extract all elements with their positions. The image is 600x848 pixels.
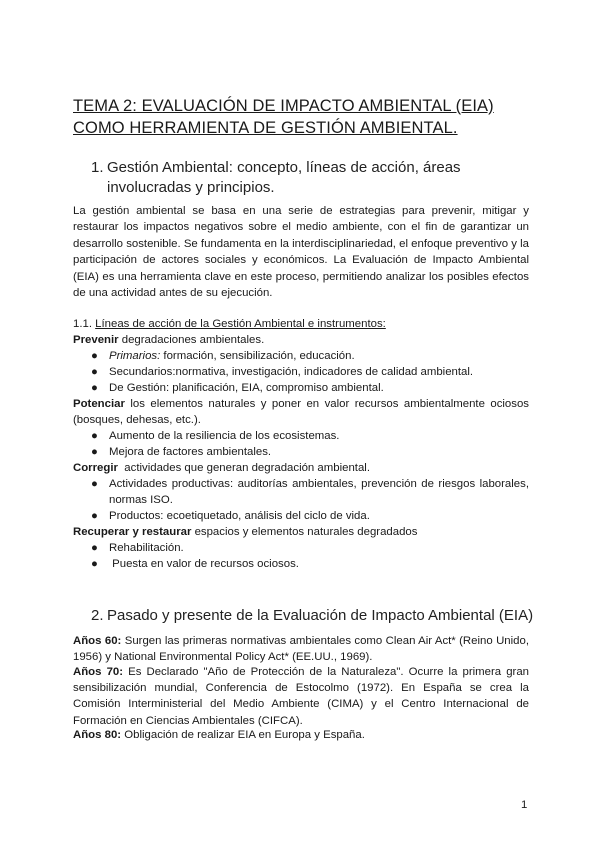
potenciar-keyword: Potenciar [73,398,125,410]
recuperar-line [73,524,529,540]
section-1-number: 1. [91,159,104,176]
bullet-icon: ● [91,558,98,570]
item-label: Primarios: [109,350,161,362]
item-text: De Gestión: planificación, EIA, compromiso ambiental. [109,382,384,394]
bullet-icon: ● [91,510,98,522]
section-2-entry [73,633,529,665]
bullet-icon: ● [91,542,98,554]
entry-label: Años 80: [73,729,122,741]
item-text: Secundarios:normativa, investigación, indicadores de calidad ambiental. [109,366,474,378]
item-text: Mejora de factores ambientales. [109,446,272,458]
item-text: Actividades productivas: auditorías ambientales, prevención de riesgos laborales, normas ISO. [109,478,529,506]
potenciar-paragraph [73,396,529,428]
entry-text: Obligación de realizar EIA en Europa y España. [121,729,365,741]
corregir-line [73,460,529,476]
prevenir-text: degradaciones ambientales. [118,334,265,346]
recuperar-keyword: Recuperar y restaurar [73,526,192,538]
corregir-text: actividades que generan degradación ambiental. [117,462,370,474]
recuperar-text: espacios y elementos naturales degradados [191,526,418,538]
bullet-icon: ● [91,446,98,458]
section-2-entry [73,727,529,743]
section-2-title: Pasado y presente de la Evaluación de Impacto Ambiental (EIA) [107,607,534,624]
bullet-icon: ● [91,430,98,442]
item-text: Puesta en valor de recursos ociosos. [109,558,299,570]
entry-text: Es Declarado "Año de Protección de la Naturaleza". Ocurre la primera gran sensibilización mundial, Conferencia de Estocolmo (1972). En España se crea la Comisión Interministerial del Medio Ambiente (CIMA) y el Centro Internacional de Formación en Ciencias Ambientales (CIFCA). [73,666,529,727]
potenciar-text: los elementos naturales y poner en valor recursos ambientalmente ociosos (bosques, dehesas, etc.). [73,398,529,426]
bullet-icon: ● [91,382,98,394]
item-text: Productos: ecoetiquetado, análisis del ciclo de vida. [109,510,370,522]
section-1-paragraph: La gestión ambiental se basa en una serie de estrategias para prevenir, mitigar y restaurar los impactos negativos sobre el medio ambiente, con el fin de garantizar un desarrollo sostenible. Se fundamenta en la interdisciplinariedad, el enfoque preventivo y la participación de actores sociales y económicos. La Evaluación de Impacto Ambiental (EIA) es una herramienta clave en este proceso, permitiendo analizar los posibles efectos de una actividad antes de su ejecución. [73,205,529,300]
item-text: formación, sensibilización, educación. [160,350,355,362]
entry-label: Años 60: [73,635,122,647]
corregir-keyword: Corregir [73,462,118,474]
item-text: Aumento de la resiliencia de los ecosistemas. [109,430,340,442]
page-title: TEMA 2: EVALUACIÓN DE IMPACTO AMBIENTAL (EIA) COMO HERRAMIENTA DE GESTIÓN AMBIENTAL. [73,97,494,137]
page-number: 1 [521,799,528,811]
bullet-icon: ● [91,350,98,362]
section-2-entry [73,664,529,729]
section-1-title: Gestión Ambiental: concepto, líneas de acción, áreas involucradas y principios. [107,159,461,196]
entry-label: Años 70: [73,666,124,678]
entry-text: Surgen las primeras normativas ambientales como Clean Air Act* (Reino Unido, 1956) y National Environmental Policy Act* (EE.UU., 1969). [73,635,530,664]
prevenir-line [73,332,529,348]
subsection-1-1-heading [73,316,529,332]
subsection-title: Líneas de acción de la Gestión Ambiental e instrumentos: [95,318,386,330]
bullet-icon: ● [91,366,98,378]
bullet-icon: ● [91,478,98,490]
prevenir-keyword: Prevenir [73,334,119,346]
section-2-number: 2. [91,607,104,624]
item-text: Rehabilitación. [109,542,184,554]
subsection-number: 1.1. [73,318,92,330]
